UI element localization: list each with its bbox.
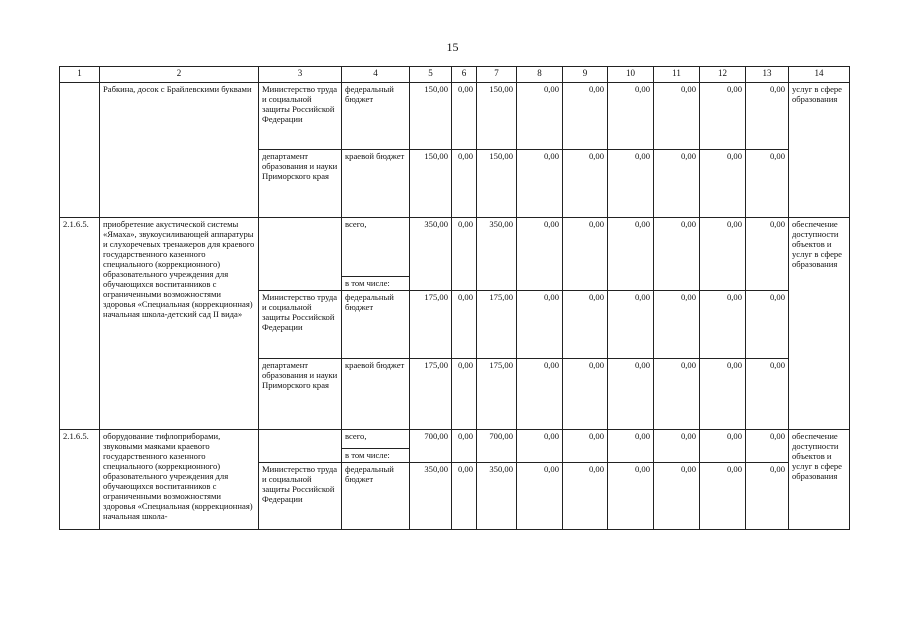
value-cell: 0,00	[700, 150, 746, 218]
executor-cell	[259, 430, 342, 463]
value-cell: 0,00	[700, 291, 746, 359]
header-cell: 11	[654, 67, 700, 83]
value-cell: 0,00	[654, 150, 700, 218]
value-cell: 0,00	[700, 463, 746, 530]
header-cell: 6	[452, 67, 477, 83]
header-cell: 5	[410, 67, 452, 83]
value-cell: 0,00	[517, 291, 563, 359]
value-cell: 0,00	[563, 359, 608, 430]
header-cell: 12	[700, 67, 746, 83]
value-cell: 0,00	[700, 430, 746, 463]
value-cell: 0,00	[452, 150, 477, 218]
value-cell: 0,00	[608, 291, 654, 359]
value-cell: 150,00	[410, 83, 452, 150]
value-cell: 0,00	[563, 218, 608, 291]
header-cell: 2	[100, 67, 259, 83]
source-cell	[342, 218, 410, 291]
source-sub-label: в том числе:	[342, 276, 409, 290]
value-cell: 0,00	[452, 83, 477, 150]
source-cell: краевой бюджет	[342, 359, 410, 430]
result-cell: услуг в сфере образования	[789, 83, 850, 218]
header-cell: 9	[563, 67, 608, 83]
source-cell	[342, 430, 410, 463]
value-cell: 0,00	[746, 150, 789, 218]
value-cell: 150,00	[477, 150, 517, 218]
value-cell: 0,00	[517, 150, 563, 218]
header-cell: 7	[477, 67, 517, 83]
value-cell: 0,00	[654, 463, 700, 530]
value-cell: 0,00	[563, 430, 608, 463]
value-cell: 0,00	[746, 463, 789, 530]
value-cell: 0,00	[452, 359, 477, 430]
item-name: оборудование тифлоприборами, звуковыми маяками краевого государственного казенного специального (коррекционного) образовательного учреждения для обучающихся воспитанников с ограниченными возможностями здоровья «Специальная (коррекционная) начальная школа-	[100, 430, 259, 530]
value-cell: 0,00	[517, 430, 563, 463]
value-cell: 0,00	[746, 83, 789, 150]
item-name: Рабкина, досок с Брайлевскими буквами	[100, 83, 259, 218]
value-cell: 0,00	[563, 150, 608, 218]
value-cell: 350,00	[410, 218, 452, 291]
budget-table	[59, 66, 850, 530]
header-row	[60, 67, 850, 83]
result-cell: обеспечение доступности объектов и услуг в сфере образования	[789, 218, 850, 430]
value-cell: 0,00	[654, 83, 700, 150]
source-cell: федеральный бюджет	[342, 463, 410, 530]
value-cell: 0,00	[608, 463, 654, 530]
value-cell: 0,00	[608, 430, 654, 463]
value-cell: 0,00	[563, 463, 608, 530]
value-cell: 700,00	[410, 430, 452, 463]
value-cell: 0,00	[517, 359, 563, 430]
header-cell: 3	[259, 67, 342, 83]
value-cell: 0,00	[608, 83, 654, 150]
item-code: 2.1.6.5.	[60, 430, 100, 530]
value-cell: 0,00	[452, 430, 477, 463]
executor-cell: департамент образования и науки Приморского края	[259, 359, 342, 430]
value-cell: 0,00	[700, 218, 746, 291]
header-cell: 10	[608, 67, 654, 83]
value-cell: 0,00	[608, 150, 654, 218]
source-total-label: всего,	[345, 431, 367, 441]
page-number: 15	[446, 40, 459, 54]
value-cell: 0,00	[654, 218, 700, 291]
value-cell: 175,00	[477, 359, 517, 430]
value-cell: 350,00	[477, 218, 517, 291]
value-cell: 150,00	[477, 83, 517, 150]
executor-cell	[259, 218, 342, 291]
value-cell: 0,00	[654, 291, 700, 359]
executor-cell: Министерство труда и социальной защиты Российской Федерации	[259, 463, 342, 530]
value-cell: 0,00	[517, 218, 563, 291]
table-row	[60, 430, 850, 463]
value-cell: 0,00	[700, 359, 746, 430]
header-cell: 13	[746, 67, 789, 83]
value-cell: 700,00	[477, 430, 517, 463]
value-cell: 0,00	[517, 463, 563, 530]
value-cell: 0,00	[746, 430, 789, 463]
source-cell: федеральный бюджет	[342, 83, 410, 150]
source-cell: федеральный бюджет	[342, 291, 410, 359]
header-cell: 8	[517, 67, 563, 83]
header-cell: 1	[60, 67, 100, 83]
value-cell: 0,00	[563, 291, 608, 359]
value-cell: 0,00	[654, 359, 700, 430]
value-cell: 0,00	[517, 83, 563, 150]
value-cell: 350,00	[477, 463, 517, 530]
value-cell: 0,00	[746, 291, 789, 359]
value-cell: 0,00	[563, 83, 608, 150]
value-cell: 175,00	[477, 291, 517, 359]
table-row	[60, 218, 850, 291]
result-cell: обеспечение доступности объектов и услуг в сфере образования	[789, 430, 850, 530]
executor-cell: департамент образования и науки Приморского края	[259, 150, 342, 218]
item-name: приобретение акустической системы «Ямаха», звукоусиливающей аппаратуры и слухоречевых тренажеров для краевого государственного казенного специального (коррекционного) образовательного учреждения для обучающихся воспитанников с ограниченными возможностями здоровья «Специальная (коррекционная) начальная школа-детский сад II вида»	[100, 218, 259, 430]
executor-cell: Министерство труда и социальной защиты Российской Федерации	[259, 83, 342, 150]
value-cell: 175,00	[410, 359, 452, 430]
table-row	[60, 83, 850, 150]
value-cell: 0,00	[452, 291, 477, 359]
header-cell: 4	[342, 67, 410, 83]
value-cell: 150,00	[410, 150, 452, 218]
value-cell: 0,00	[746, 359, 789, 430]
executor-cell: Министерство труда и социальной защиты Российской Федерации	[259, 291, 342, 359]
header-cell: 14	[789, 67, 850, 83]
value-cell: 0,00	[608, 359, 654, 430]
value-cell: 0,00	[746, 218, 789, 291]
item-code	[60, 83, 100, 218]
source-cell: краевой бюджет	[342, 150, 410, 218]
value-cell: 175,00	[410, 291, 452, 359]
value-cell: 0,00	[452, 463, 477, 530]
value-cell: 0,00	[608, 218, 654, 291]
item-code: 2.1.6.5.	[60, 218, 100, 430]
value-cell: 0,00	[452, 218, 477, 291]
value-cell: 0,00	[654, 430, 700, 463]
source-total-label: всего,	[345, 219, 367, 229]
value-cell: 350,00	[410, 463, 452, 530]
value-cell: 0,00	[700, 83, 746, 150]
source-sub-label: в том числе:	[342, 448, 409, 462]
